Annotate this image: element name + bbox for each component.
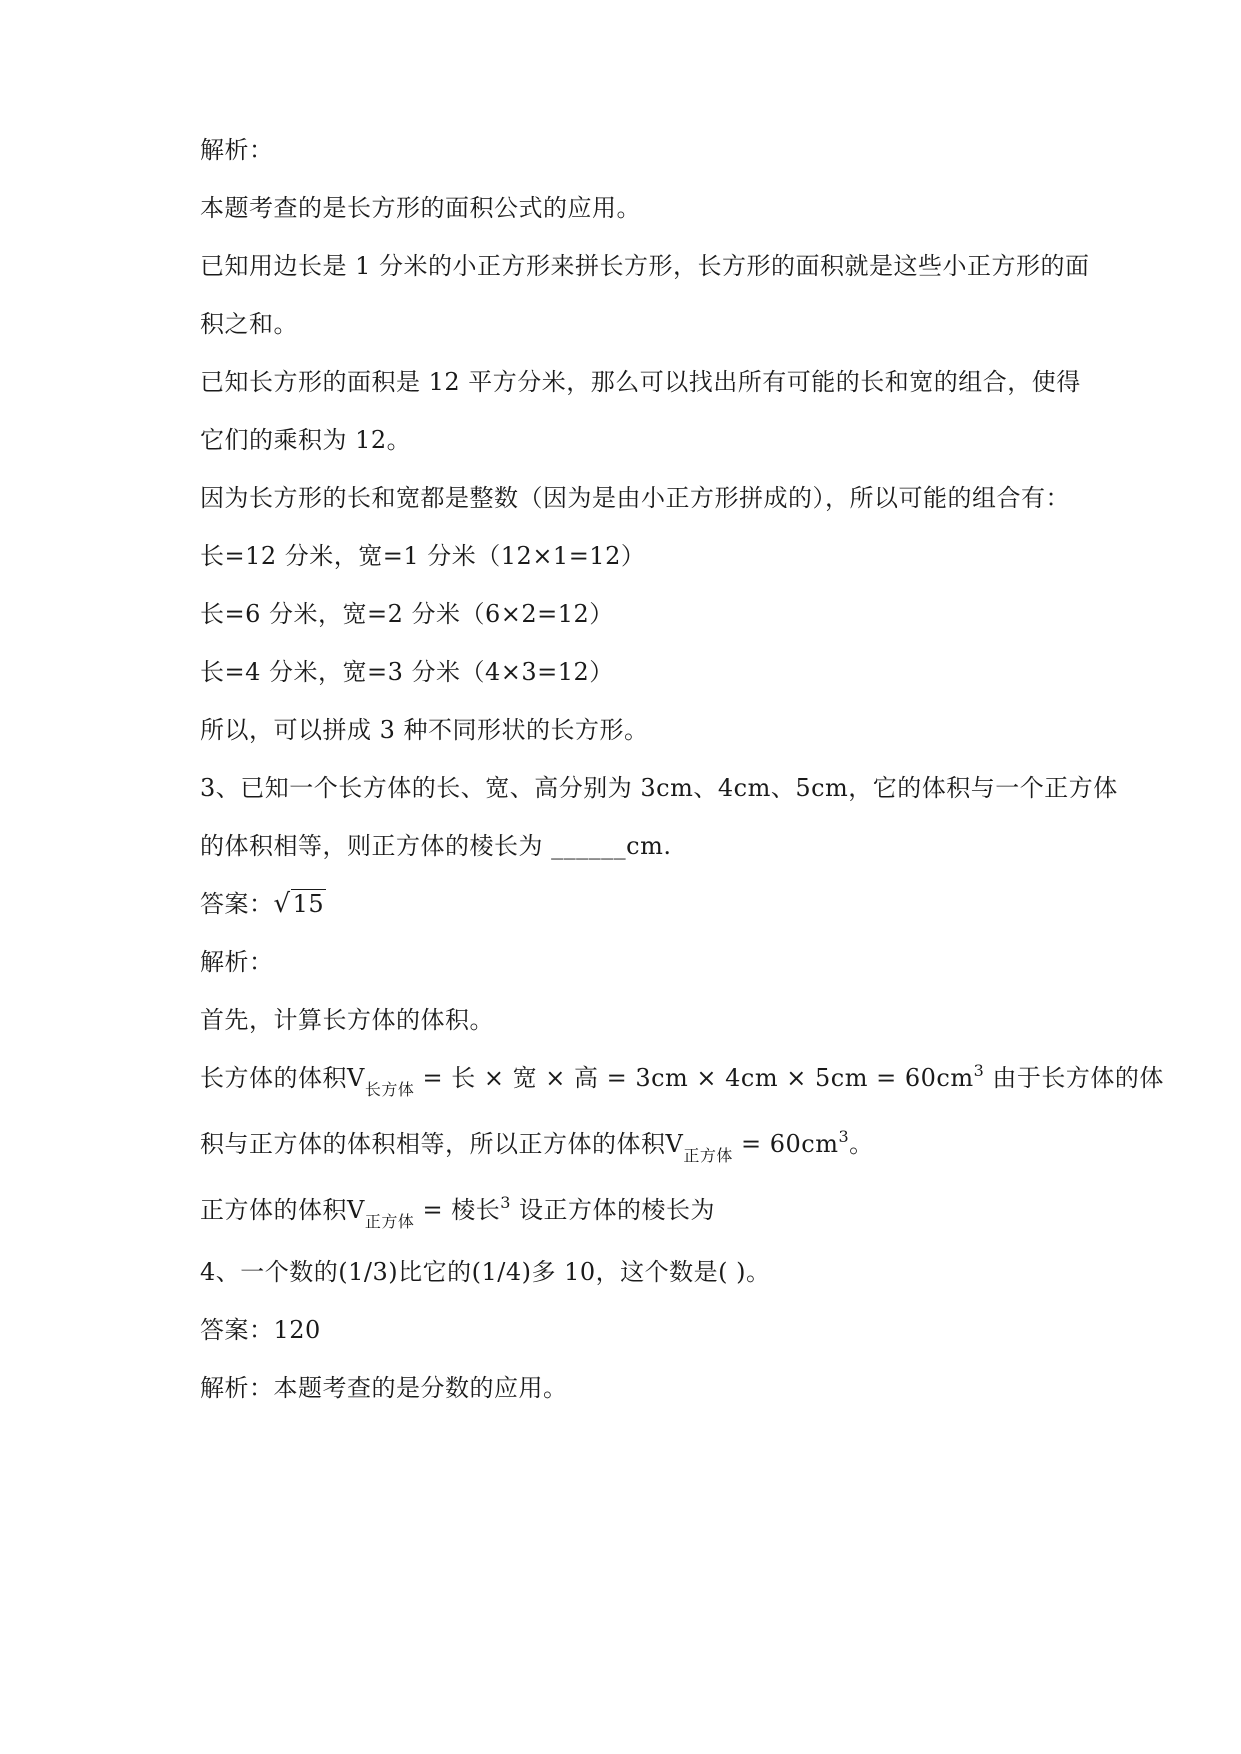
- volume-subscript: 长方体: [364, 1080, 415, 1099]
- answer-label: 答案：: [200, 890, 274, 918]
- combination-1: 长=12 分米，宽=1 分米（12×1=12）: [200, 542, 646, 570]
- edge-text-a: 正方体的体积V: [200, 1196, 365, 1224]
- analysis-step-1: 首先，计算长方体的体积。: [200, 1006, 494, 1034]
- volume-text-a: 长方体的体积V: [200, 1064, 365, 1092]
- answer-3: [200, 888, 1100, 920]
- edge-superscript: 3: [500, 1193, 511, 1212]
- cube-text-b: = 60cm: [732, 1130, 839, 1158]
- analysis-paragraph-line-4: 它们的乘积为 12。: [200, 426, 412, 454]
- analysis-paragraph-line-3: 已知长方形的面积是 12 平方分米，那么可以找出所有可能的长和宽的组合，使得: [200, 368, 1081, 396]
- question-3-line-1: 3、已知一个长方体的长、宽、高分别为 3cm、4cm、5cm，它的体积与一个正方体: [200, 774, 1118, 802]
- combination-2: 长=6 分米，宽=2 分米（6×2=12）: [200, 600, 614, 628]
- question-3-line-2: 的体积相等，则正方体的棱长为 ______cm.: [200, 832, 672, 860]
- edge-text-b: = 棱长: [414, 1196, 501, 1224]
- combination-3: 长=4 分米，宽=3 分米（4×3=12）: [200, 658, 614, 686]
- analysis-paragraph-line-1: 已知用边长是 1 分米的小正方形来拼长方形，长方形的面积就是这些小正方形的面: [200, 252, 1090, 280]
- analysis-paragraph-line-2: 积之和。: [200, 310, 298, 338]
- answer-4: 答案：120: [200, 1316, 321, 1344]
- cube-edge-line: [200, 1194, 1100, 1229]
- volume-text-b: = 长 × 宽 × 高 = 3cm × 4cm × 5cm = 60cm: [414, 1064, 974, 1092]
- volume-superscript: 3: [973, 1061, 985, 1080]
- question-4: 4、一个数的(1/3)比它的(1/4)多 10，这个数是( )。: [200, 1258, 771, 1286]
- analysis-heading-2: 解析：: [200, 948, 274, 976]
- cube-text-c: 。: [849, 1130, 874, 1158]
- analysis-4: 解析：本题考查的是分数的应用。: [200, 1374, 568, 1402]
- cube-subscript: 正方体: [683, 1146, 733, 1165]
- cube-volume-line: [200, 1128, 1100, 1163]
- edge-subscript: 正方体: [364, 1212, 415, 1231]
- analysis-heading-1: 解析：: [200, 136, 274, 164]
- conclusion-text: 所以，可以拼成 3 种不同形状的长方形。: [200, 716, 649, 744]
- edge-text-c: 设正方体的棱长为: [510, 1196, 716, 1224]
- volume-text-c: 由于长方体的体: [984, 1064, 1164, 1092]
- analysis-intro-text: 本题考查的是长方形的面积公式的应用。: [200, 194, 641, 222]
- analysis-paragraph-line-5: 因为长方形的长和宽都是整数（因为是由小正方形拼成的），所以可能的组合有：: [200, 484, 1070, 512]
- volume-formula-line: [200, 1061, 1164, 1099]
- sqrt-expression: [274, 888, 327, 920]
- sqrt-icon: √: [273, 889, 291, 919]
- cube-superscript: 3: [838, 1127, 850, 1146]
- sqrt-radicand: 15: [292, 890, 325, 918]
- cube-text-a: 积与正方体的体积相等，所以正方体的体积V: [200, 1130, 684, 1158]
